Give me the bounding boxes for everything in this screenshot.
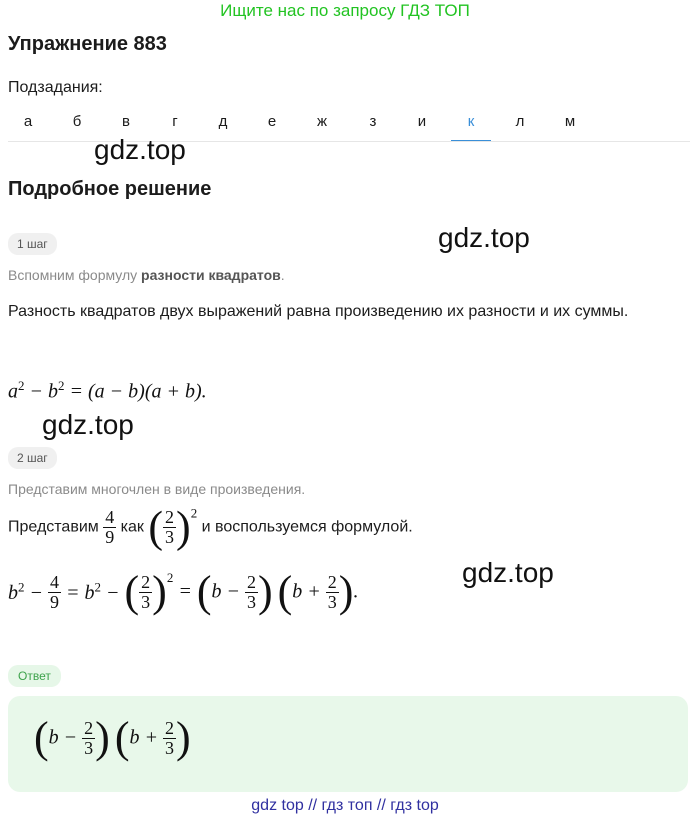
step-text: Разность квадратов двух выражений равна произведению их разности и их суммы. [8,303,629,320]
step-badge: 1 шаг [8,233,57,255]
step-hint: Представим многочлен в виде произведения. [8,481,306,497]
tab-l[interactable]: л [515,113,525,130]
subtasks-label: Подзадания: [8,79,103,96]
step-hint [8,267,285,283]
footer-links[interactable]: gdz top // гдз топ // гдз top [251,797,439,814]
tab-d[interactable]: д [218,113,228,130]
answer-badge: Ответ [8,665,61,687]
tab-a[interactable]: а [23,113,33,130]
tab-v[interactable]: в [122,113,130,130]
text-before: Представим [8,518,99,536]
hint-suffix: . [280,267,285,283]
tab-z[interactable]: з [369,113,377,130]
watermark: gdz.top [438,222,530,253]
tab-g[interactable]: г [172,113,178,130]
squared-fraction: ( $\frac{2}{3}$ )$^2$ [148,502,198,551]
tab-zh[interactable]: ж [316,113,328,130]
tab-e[interactable]: е [267,113,277,130]
text-middle: как [120,518,144,536]
answer-box [8,696,688,792]
tab-m[interactable]: м [564,113,576,130]
tab-i[interactable]: и [417,113,427,130]
answer-formula: (b − $\frac{2}{3}$ ) (b + $\frac{2}{3}$ ) [34,713,191,762]
fraction: $\frac{4}{9}$ [105,506,115,547]
tab-b[interactable]: б [72,113,82,130]
tab-k[interactable]: к [451,110,491,142]
top-banner[interactable]: Ищите нас по запросу ГДЗ ТОП [220,1,470,20]
section-title: Подробное решение [8,178,212,200]
hint-bold: разности квадратов [141,267,281,283]
formula-factorization: $b^2$ − $\frac{4}{9}$ = $b^2$ − ( $\frac{2}{3}$ )$^2$ = (b − $\frac{2}{3}$ ) (b + $\frac{2}{3}$ ). [8,567,359,616]
watermark: gdz.top [42,409,134,440]
hint-prefix: Вспомним формулу [8,267,142,283]
step-text [8,502,413,551]
watermark: gdz.top [462,557,554,588]
step-badge: 2 шаг [8,447,57,469]
page-title: Упражнение 883 [8,33,167,55]
watermark: gdz.top [94,134,186,165]
formula-difference-of-squares: $a^2 - b^2 = (a - b)(a + b)$. [8,378,207,403]
text-after: и воспользуемся формулой. [201,518,413,536]
